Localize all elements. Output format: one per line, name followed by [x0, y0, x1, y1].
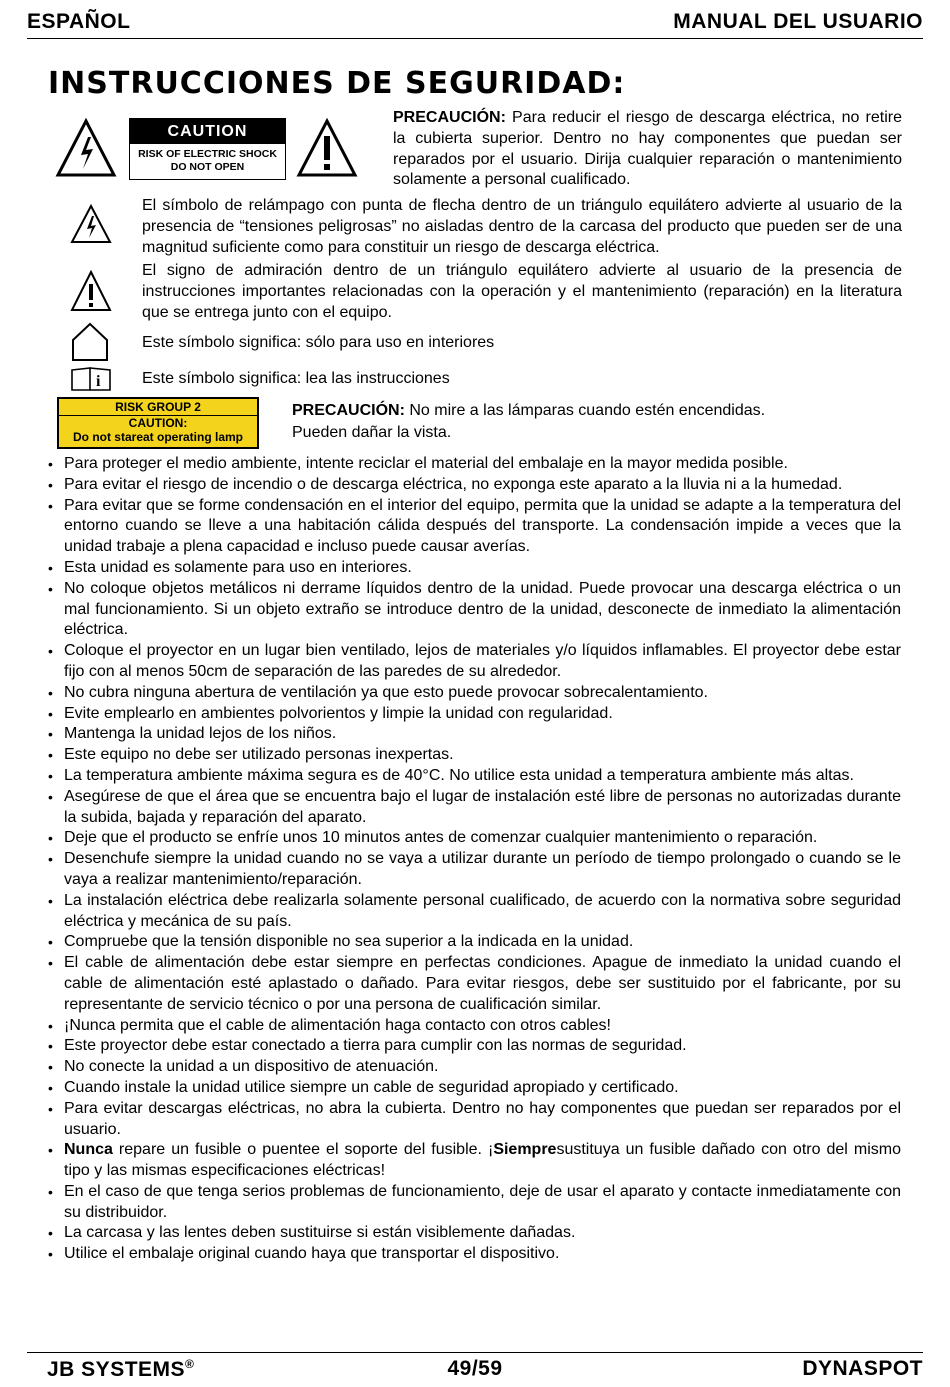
list-item: • Para evitar descargas eléctricas, no abra la cubierta. Dentro no hay componentes que puedan ser reparados por el usuario. — [46, 1099, 901, 1141]
list-item: • No cubra ninguna abertura de ventilación ya que esto puede provocar sobrecalentamiento. — [46, 683, 901, 704]
list-item: • Compruebe que la tensión disponible no sea superior a la indicada en la unidad. — [46, 932, 901, 953]
list-item: • Este equipo no debe ser utilizado personas inexpertas. — [46, 745, 901, 766]
section-title: INSTRUCCIONES DE SEGURIDAD: — [48, 66, 626, 101]
fuse-always: Siempre — [493, 1141, 557, 1159]
list-item: • Para evitar que se forme condensación en el interior del equipo, permita que la unidad se adapte a la temperatura del entorno cuando se lleve a una habitación cálida después del transporte. La condensación impide a veces que la unidad trabaje a plena capacidad e incluso puede causar averías. — [46, 496, 901, 558]
list-item: • En el caso de que tenga serios problemas de funcionamiento, deje de usar el aparato y contacte inmediatamente con su distribuidor. — [46, 1182, 901, 1224]
list-item: • No coloque objetos metálicos ni derrame líquidos dentro de la unidad. Puede provocar una descarga eléctrica o un mal funcionamiento. Si un objeto extraño se introduce dentro de la unidad, desconecte de inmediato la alimentación eléctrica. — [46, 579, 901, 641]
list-item: • Mantenga la unidad lejos de los niños. — [46, 724, 901, 745]
precaution-cover-text: Para reducir el riesgo de descarga eléctrica, no retire la cubierta superior. Dentro no hay componentes que puedan ser reparados por el usuario. Dirija cualquier reparación o mantenimiento solamente a personal cualificado. — [393, 109, 902, 189]
precaution-cover-label: PRECAUCIÓN: — [393, 109, 506, 126]
header-language: ESPAÑOL — [27, 10, 131, 33]
caution-label-line1: RISK OF ELECTRIC SHOCK — [138, 148, 277, 160]
indoor-symbol-description: Este símbolo significa: sólo para uso en interiores — [142, 334, 495, 351]
caution-label-line2: DO NOT OPEN — [170, 161, 245, 173]
list-item: • Coloque el proyector en un lugar bien ventilado, lejos de materiales y/o líquidos inflamables. El proyector debe estar fijo con al menos 50cm de separación de las paredes de su alrededor. — [46, 641, 901, 683]
list-item: • ¡Nunca permita que el cable de alimentación haga contacto con otros cables! — [46, 1016, 901, 1037]
list-item: • El cable de alimentación debe estar siempre en perfectas condiciones. Apague de inmediato la unidad cuando el cable de alimentación esté aplastado o dañado. Para evitar riesgos, debe ser sustituido por el fabricante, por su representante de servicio técnico o por una persona de cualificación similar. — [46, 953, 901, 1015]
list-item: • Asegúrese de que el área que se encuentra bajo el lugar de instalación esté libre de personas no autorizadas durante la subida, bajada y reparación del aparato. — [46, 787, 901, 829]
list-item: • Este proyector debe estar conectado a tierra para cumplir con las normas de seguridad. — [46, 1036, 901, 1057]
caution-label — [129, 118, 286, 180]
list-item — [46, 1140, 901, 1182]
list-item: • Utilice el embalaje original cuando haya que transportar el dispositivo. — [46, 1244, 901, 1265]
list-item: • Deje que el producto se enfríe unos 10 minutos antes de comenzar cualquier mantenimiento o reparación. — [46, 828, 901, 849]
list-item: • Esta unidad es solamente para uso en interiores. — [46, 558, 901, 579]
risk-group-label — [57, 397, 259, 449]
list-item: • La instalación eléctrica debe realizarla solamente personal cualificado, de acuerdo con la normativa sobre seguridad eléctrica y mecánica de su país. — [46, 891, 901, 933]
safety-instructions-list — [46, 454, 901, 1265]
page-number: 49/59 — [447, 1357, 503, 1380]
page-header — [27, 8, 923, 39]
electric-shock-warning-icon — [55, 117, 117, 179]
list-item: • La carcasa y las lentes deben sustituirse si están visiblemente dañadas. — [46, 1223, 901, 1244]
lightning-triangle-icon — [70, 204, 112, 244]
list-item: • La temperatura ambiente máxima segura es de 40°C. No utilice esta unidad a temperatura ambiente más altas. — [46, 766, 901, 787]
precaution-lamp-label: PRECAUCIÓN: — [292, 402, 405, 419]
read-symbol-description: Este símbolo significa: lea las instrucciones — [142, 370, 450, 387]
risk-group-caution: CAUTION: — [128, 416, 188, 430]
page-footer — [27, 1352, 923, 1383]
precaution-cover — [393, 108, 902, 191]
header-doc-title: MANUAL DEL USUARIO — [673, 10, 923, 33]
precaution-lamp — [292, 400, 902, 444]
caution-label-title: CAUTION — [130, 119, 285, 144]
fuse-text-2: sustituya un fusible dañado con otro del mismo tipo y las mismas especificaciones eléctricas! — [64, 1141, 901, 1180]
read-instructions-icon — [70, 366, 112, 392]
list-item: • Para proteger el medio ambiente, intente reciclar el material del embalaje en la mayor medida posible. — [46, 454, 901, 475]
precaution-lamp-line1: No mire a las lámparas cuando estén encendidas. — [404, 402, 766, 419]
list-item: • Cuando instale la unidad utilice siempre un cable de seguridad apropiado y certificado. — [46, 1078, 901, 1099]
exclamation-symbol-description: El signo de admiración dentro de un triángulo equilátero advierte al usuario de la presencia de instrucciones importantes relacionadas con la operación y el mantenimiento (reparación) en la literatura que se entrega junto con el equipo. — [142, 262, 902, 321]
indoor-use-icon — [71, 322, 109, 362]
risk-group-title: RISK GROUP 2 — [59, 399, 257, 416]
exclamation-warning-icon — [296, 117, 358, 179]
footer-model: DYNASPOT — [802, 1357, 923, 1380]
exclamation-triangle-icon — [70, 270, 112, 312]
risk-group-warning: Do not stareat operating lamp — [72, 430, 244, 444]
list-item: • Desenchufe siempre la unidad cuando no se vaya a utilizar durante un período de tiempo prolongado o cuando se le vaya a realizar mantenimiento/reparación. — [46, 849, 901, 891]
list-item: • Evite emplearlo en ambientes polvorientos y limpie la unidad con regularidad. — [46, 704, 901, 725]
list-item: • Para evitar el riesgo de incendio o de descarga eléctrica, no exponga este aparato a la lluvia ni a la humedad. — [46, 475, 901, 496]
fuse-text-1: repare un fusible o puentee el soporte del fusible. ¡ — [112, 1141, 494, 1159]
fuse-never: Nunca — [64, 1141, 113, 1159]
lightning-symbol-description: El símbolo de relámpago con punta de flecha dentro de un triángulo equilátero advierte al usuario de la presencia de “tensiones peligrosas” no aisladas dentro de la carcasa del producto que pueden ser de una magnitud suficiente como para constituir un riesgo de descarga eléctrica. — [142, 197, 902, 256]
precaution-lamp-line2: Pueden dañar la vista. — [292, 424, 452, 441]
svg-text:i: i — [96, 373, 101, 390]
list-item: • No conecte la unidad a un dispositivo de atenuación. — [46, 1057, 901, 1078]
footer-brand: JB SYSTEMS® — [47, 1357, 195, 1381]
